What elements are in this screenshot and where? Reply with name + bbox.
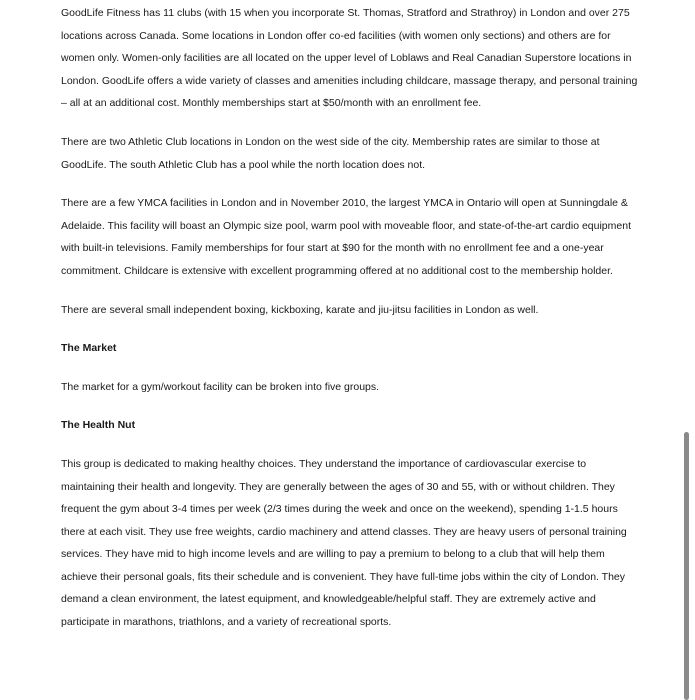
paragraph-athletic-club: There are two Athletic Club locations in London on the west side of the city. Membership rates are similar to those at GoodLife. The south Athletic Club has a pool while the north location does not. [61, 135, 600, 171]
paragraph-independent: There are several small independent boxing, kickboxing, karate and jiu-jitsu facilities in London as well. [61, 303, 539, 316]
heading-health-nut: The Health Nut [61, 419, 136, 432]
document-body [61, 2, 641, 650]
vertical-scrollbar[interactable] [684, 432, 689, 700]
paragraph-health-nut: This group is dedicated to making healthy choices. They understand the importance of cardiovascular exercise to maintaining their health and longevity. They are generally between the ages of 30 and 55, with or without children. They frequent the gym about 3-4 times per week (2/3 times during the week and once on the weekend), spending 1-1.5 hours there at each visit. They use free weights, cardio machinery and attend classes. They are heavy users of personal training services. They have mid to high income levels and are willing to pay a premium to belong to a club that will help them achieve their personal goals, fits their schedule and is convenient. They have full-time jobs within the city of London. They demand a clean environment, the latest equipment, and knowledgeable/helpful staff. They are extremely active and participate in marathons, triathlons, and a variety of recreational sports. [61, 457, 627, 629]
paragraph-ymca: There are a few YMCA facilities in London and in November 2010, the largest YMCA in Ontario will open at Sunningdale & Adelaide. This facility will boast an Olympic size pool, warm pool with moveable floor, and state-of-the-art cardio equipment with built-in televisions. Family memberships for four start at $90 for the month with no enrollment fee and a one-year commitment. Childcare is extensive with excellent programming offered at no additional cost to the membership holder. [61, 197, 631, 277]
paragraph-goodlife: GoodLife Fitness has 11 clubs (with 15 when you incorporate St. Thomas, Stratford and Strathroy) in London and over 275 locations across Canada. Some locations in London offer co-ed facilities (with women only sections) and others are for women only. Women-only facilities are all located on the upper level of Loblaws and Real Canadian Superstore locations in London. GoodLife offers a wide variety of classes and amenities including childcare, massage therapy, and personal training – all at an additional cost. Monthly memberships start at $50/month with an enrollment fee. [61, 7, 638, 110]
heading-the-market: The Market [61, 342, 117, 355]
paragraph-market: The market for a gym/workout facility can be broken into five groups. [61, 380, 380, 393]
